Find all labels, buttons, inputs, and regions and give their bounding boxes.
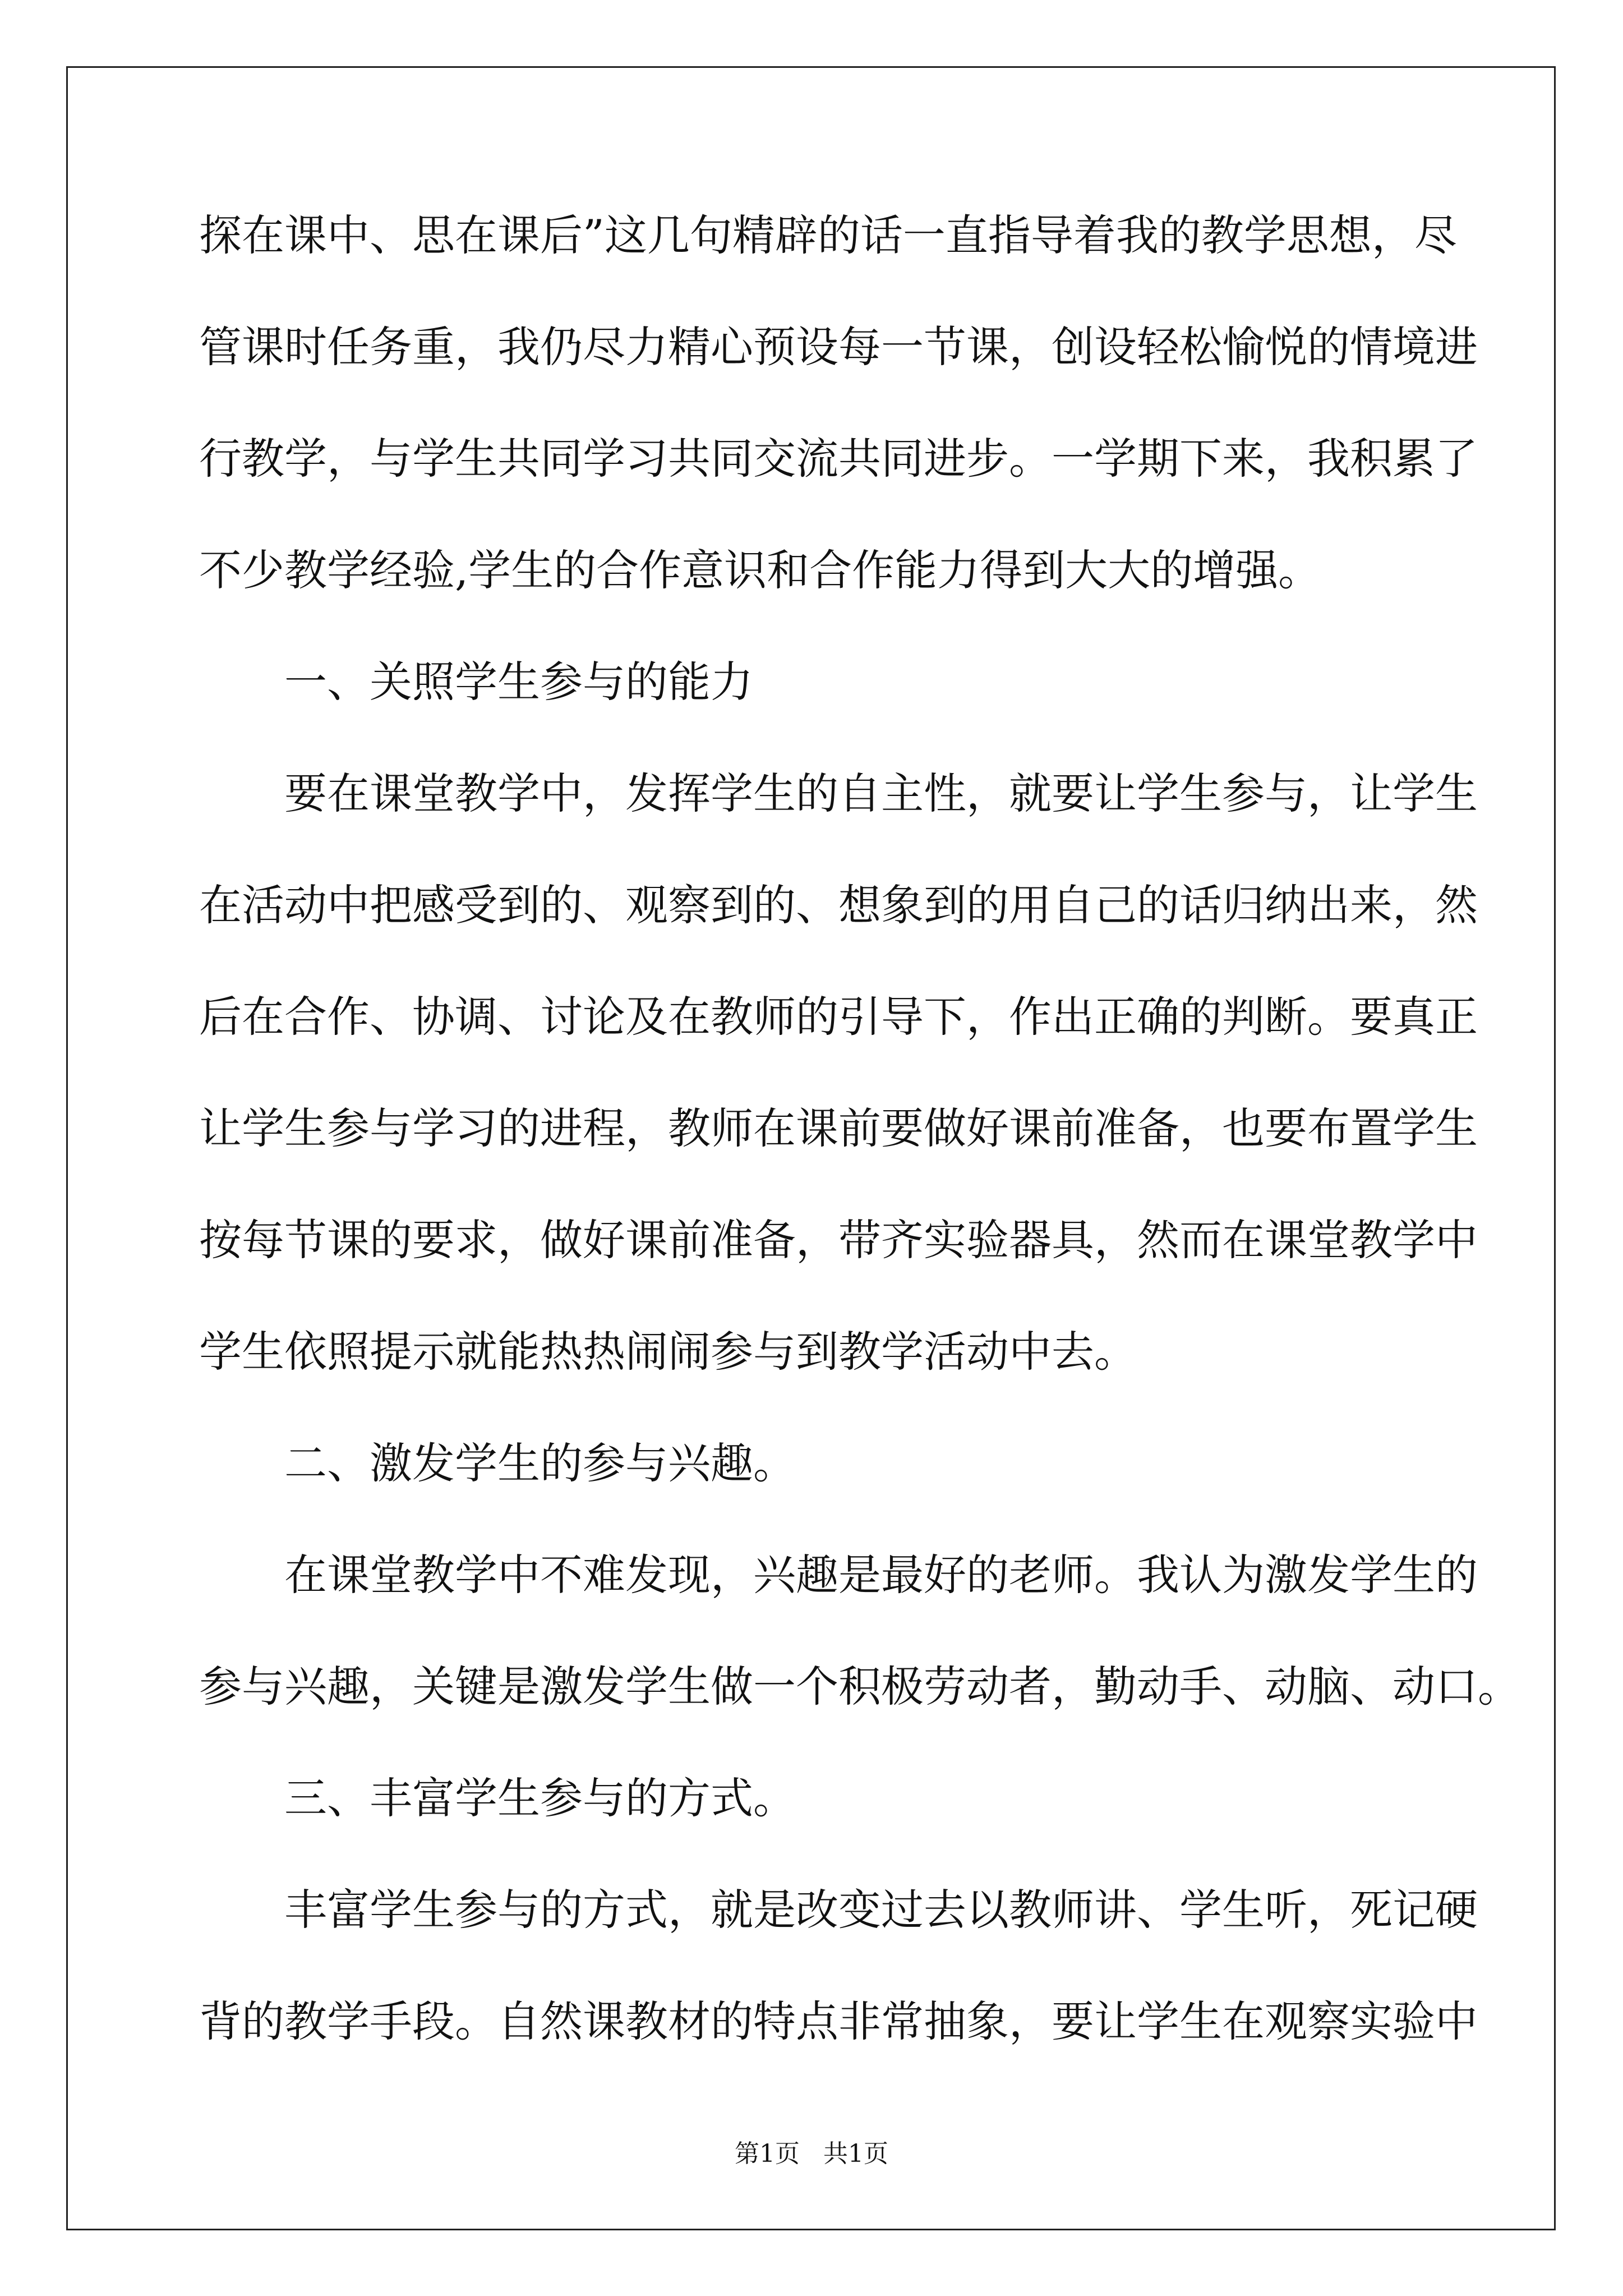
section-heading: 二、激发学生的参与兴趣。 xyxy=(284,1438,796,1488)
text-line: 要在课堂教学中，发挥学生的自主性，就要让学生参与，让学生 xyxy=(284,769,1478,818)
text-line: 管课时任务重，我仍尽力精心预设每一节课，创设轻松愉悦的情境进 xyxy=(199,322,1478,372)
text-line: 按每节课的要求，做好课前准备，带齐实验器具，然而在课堂教学中 xyxy=(199,1215,1478,1265)
section-heading: 三、丰富学生参与的方式。 xyxy=(284,1773,796,1823)
text-line: 探在课中、思在课后”这几句精辟的话一直指导着我的教学思想，尽 xyxy=(199,210,1457,260)
document-body xyxy=(199,208,1520,2105)
page-number-footer: 第1页 共1页 xyxy=(735,2139,888,2168)
text-line: 学生依照提示就能热热闹闹参与到教学活动中去。 xyxy=(199,1327,1137,1377)
section-heading: 一、关照学生参与的能力 xyxy=(284,657,753,707)
text-line: 背的教学手段。自然课教材的特点非常抽象，要让学生在观察实验中 xyxy=(199,1996,1478,2046)
text-line: 参与兴趣，关键是激发学生做一个积极劳动者，勤动手、动脑、动口。 xyxy=(199,1662,1520,1711)
text-line: 丰富学生参与的方式，就是改变过去以教师讲、学生听，死记硬 xyxy=(284,1885,1478,1935)
text-line: 行教学，与学生共同学习共同交流共同进步。一学期下来，我积累了 xyxy=(199,434,1478,484)
text-line: 在课堂教学中不难发现，兴趣是最好的老师。我认为激发学生的 xyxy=(284,1550,1478,1600)
text-line: 在活动中把感受到的、观察到的、想象到的用自己的话归纳出来，然 xyxy=(199,880,1478,930)
text-line: 让学生参与学习的进程，教师在课前要做好课前准备，也要布置学生 xyxy=(199,1103,1478,1153)
text-line: 不少教学经验,学生的合作意识和合作能力得到大大的增强。 xyxy=(199,545,1321,595)
text-line: 后在合作、协调、讨论及在教师的引导下，作出正确的判断。要真正 xyxy=(199,992,1478,1042)
